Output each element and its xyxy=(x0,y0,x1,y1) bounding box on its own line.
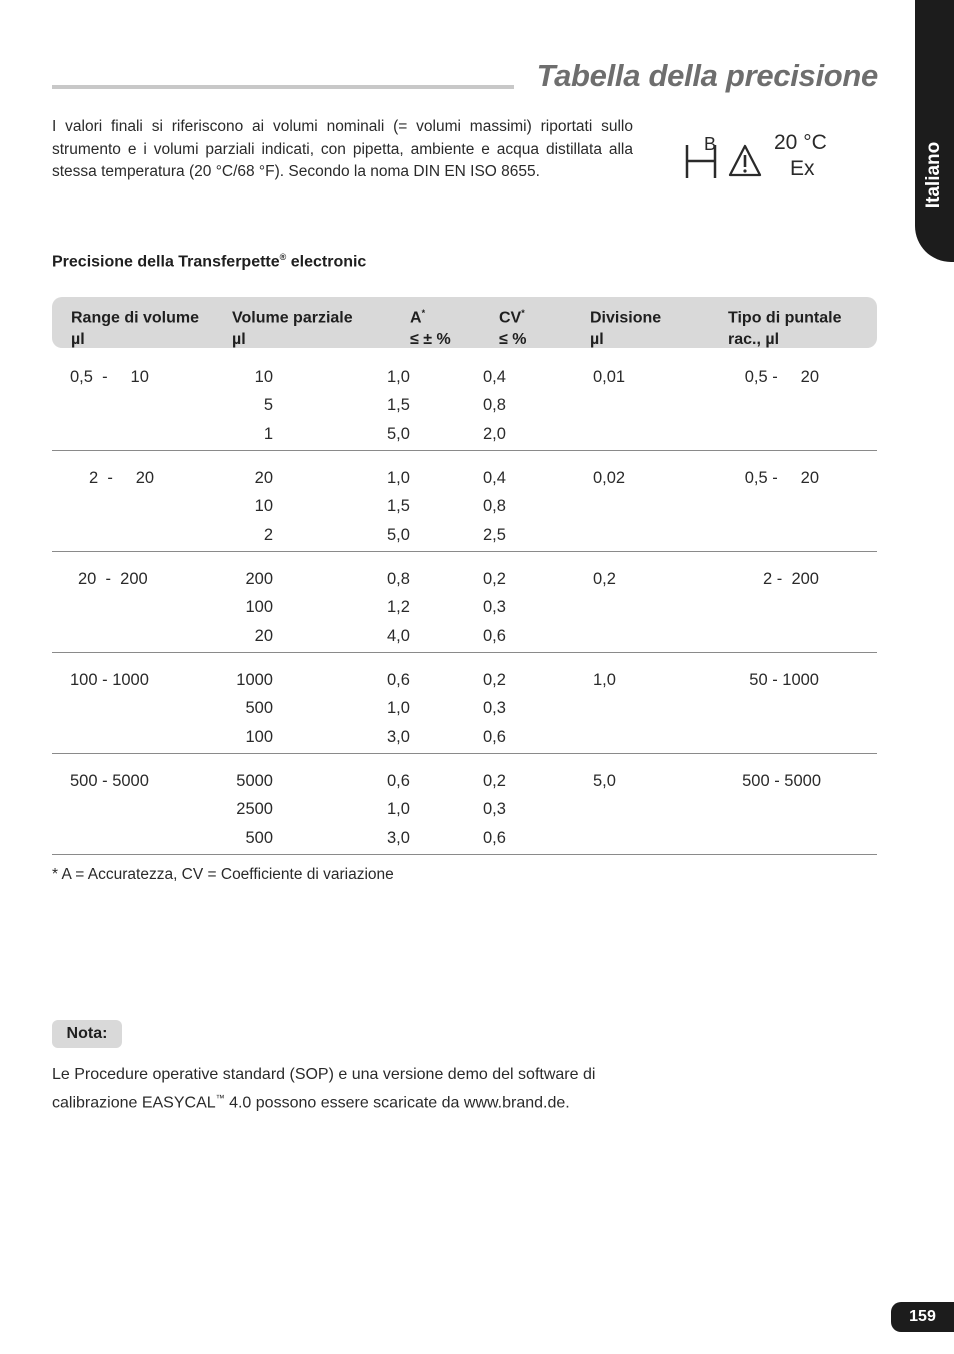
language-tab-label: Italiano xyxy=(923,141,944,209)
cell-partial: 1000 500 100 xyxy=(236,671,273,746)
intro-paragraph: I valori finali si riferiscono ai volumi nominali (= volumi massimi) riportati sullo strumento e i volumi parziali indicati, con pipetta, ambiente e acqua distillata alla stessa temperatura (20 °C/68 °F). Secondo la noma DIN EN ISO 8655. xyxy=(52,118,633,180)
cell-division: 1,0 xyxy=(593,671,616,689)
cell-range: 0,5 - 10 xyxy=(70,368,149,386)
table-body xyxy=(52,350,877,855)
table-row-group xyxy=(52,653,877,754)
cell-division: 0,2 xyxy=(593,570,616,588)
cell-accuracy: 0,6 1,0 3,0 xyxy=(387,772,410,847)
cell-tip: 500 - 5000 xyxy=(742,772,821,790)
cell-cv: 0,2 0,3 0,6 xyxy=(483,671,506,746)
cell-cv: 0,2 0,3 0,6 xyxy=(483,570,506,645)
cell-range: 2 - 20 xyxy=(89,469,155,487)
cell-partial: 5000 2500 500 xyxy=(236,772,273,847)
cell-range: 100 - 1000 xyxy=(70,671,149,689)
section-title-text: Precisione della Transferpette xyxy=(52,253,280,271)
ex-label: Ex xyxy=(790,157,815,180)
cell-tip: 2 - 200 xyxy=(763,570,819,588)
calibration-symbols xyxy=(684,128,844,188)
header-tip-type: Tipo di puntale rac., µl xyxy=(728,309,842,349)
cell-division: 0,02 xyxy=(593,469,626,487)
page-title: Tabella della precisione xyxy=(536,58,878,93)
cell-partial: 200 100 20 xyxy=(245,570,273,645)
cell-partial: 10 5 1 xyxy=(254,368,273,443)
cell-tip: 0,5 - 20 xyxy=(744,368,819,386)
table-row-group xyxy=(52,451,877,552)
cell-accuracy: 0,8 1,2 4,0 xyxy=(387,570,410,645)
cell-division: 5,0 xyxy=(593,772,616,790)
section-title-suffix: electronic xyxy=(286,253,367,271)
cell-partial: 20 10 2 xyxy=(254,469,273,544)
cell-cv: 0,2 0,3 0,6 xyxy=(483,772,506,847)
temperature-label: 20 °C xyxy=(774,131,827,154)
cell-tip: 0,5 - 20 xyxy=(744,469,819,487)
header-division: Divisione µl xyxy=(590,309,662,349)
note-text: Le Procedure operative standard (SOP) e una versione demo del software di calibrazione EASYCAL™ 4.0 possono essere scaricate da www.brand.de. xyxy=(52,1066,596,1111)
header-cv: CV* ≤ % xyxy=(499,308,527,349)
cell-division: 0,01 xyxy=(593,368,626,386)
page-number: 159 xyxy=(891,1302,954,1332)
table-row-group xyxy=(52,754,877,855)
table-row-group xyxy=(52,350,877,451)
table-header xyxy=(52,297,877,348)
header-range: Range di volume µl xyxy=(71,309,200,349)
cell-accuracy: 0,6 1,0 3,0 xyxy=(387,671,410,746)
trademark-mark: ™ xyxy=(215,1092,225,1103)
section-title xyxy=(52,252,366,271)
warning-triangle-icon xyxy=(728,144,762,178)
cell-cv: 0,4 0,8 2,5 xyxy=(483,469,506,544)
header-accuracy: A* ≤ ± % xyxy=(410,308,451,349)
language-tab xyxy=(915,0,954,262)
registered-mark: ® xyxy=(279,252,287,262)
cell-tip: 50 - 1000 xyxy=(749,671,819,689)
cell-cv: 0,4 0,8 2,0 xyxy=(483,368,506,443)
calibration-letter: B xyxy=(704,134,717,154)
header-partial-volume: Volume parziale µl xyxy=(232,309,353,349)
note-label: Nota: xyxy=(52,1020,122,1048)
cell-range: 500 - 5000 xyxy=(70,772,149,790)
title-rule xyxy=(52,85,514,89)
table-footnote: * A = Accuratezza, CV = Coefficiente di variazione xyxy=(52,866,394,883)
table-row-group xyxy=(52,552,877,653)
cell-range: 20 - 200 xyxy=(78,570,148,588)
cell-accuracy: 1,0 1,5 5,0 xyxy=(387,368,410,443)
cell-accuracy: 1,0 1,5 5,0 xyxy=(387,469,410,544)
